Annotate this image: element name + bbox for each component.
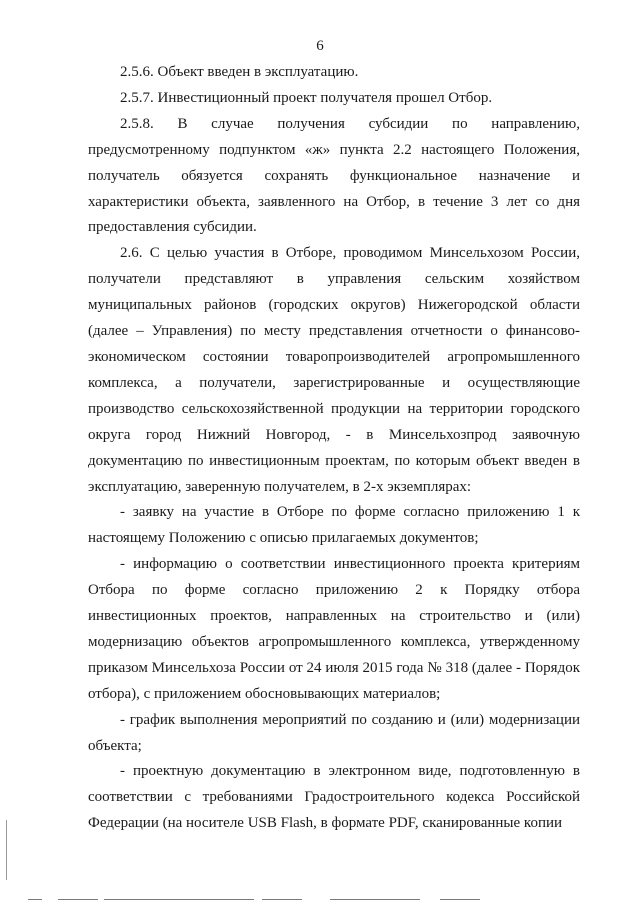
scan-artifact-line (104, 899, 254, 900)
list-item-criteria-info: - информацию о соответствии инвестиционного проекта критериям Отбора по форме согласно приложению 2 к Порядку отбора инвестиционных проектов, направленных на строительство и (или) модернизацию объектов агропромышленного комплекса, утвержденному приказом Минсельхоза России от 24 июля 2015 года № 318 (далее - Порядок отбора), с приложением обосновывающих материалов; (88, 556, 580, 702)
page-number: 6 (316, 38, 324, 54)
list-item-project-docs: - проектную документацию в электронном виде, подготовленную в соответствии с требованиями Градостроительного кодекса Российской Федерации (на носителе USB Flash, в формате PDF, сканированные копии (88, 763, 580, 832)
list-item-schedule: - график выполнения мероприятий по созданию и (или) модернизации объекта; (88, 711, 580, 754)
scan-bottom-edge (0, 895, 640, 905)
paragraph-2-6: 2.6. С целью участия в Отборе, проводимом Минсельхозом России, получатели представляют в управления сельским хозяйством муниципальных районов (городских округов) Нижегородской области (далее – Управления) по месту представления отчетности о финансово-экономическом состоянии товаропроизводителей агропромышленного комплекса, а получатели, зарегистрированные и осуществляющие производство сельскохозяйственной продукции на территории городского округа город Нижний Новгород, - в Минсельхозпрод заявочную документацию по инвестиционным проектам, по которым объект введен в эксплуатацию, заверенную получателем, в 2-х экземплярах: (88, 245, 580, 495)
document-body (88, 60, 580, 837)
scan-margin-mark (6, 820, 7, 880)
scan-artifact-line (330, 899, 420, 900)
scan-artifact-line (58, 899, 98, 900)
paragraph-2-5-6: 2.5.6. Объект введен в эксплуатацию. (120, 64, 359, 80)
scan-artifact-line (28, 899, 42, 900)
list-item-application: - заявку на участие в Отборе по форме согласно приложению 1 к настоящему Положению с описью прилагаемых документов; (88, 504, 580, 547)
scan-artifact-line (262, 899, 302, 900)
paragraph-2-5-8: 2.5.8. В случае получения субсидии по направлению, предусмотренному подпунктом «ж» пункта 2.2 настоящего Положения, получатель обязуется сохранять функциональное назначение и характеристики объекта, заявленного на Отбор, в течение 3 лет со дня предоставления субсидии. (88, 115, 580, 236)
scan-artifact-line (440, 899, 480, 900)
paragraph-2-5-7: 2.5.7. Инвестиционный проект получателя прошел Отбор. (120, 89, 493, 106)
